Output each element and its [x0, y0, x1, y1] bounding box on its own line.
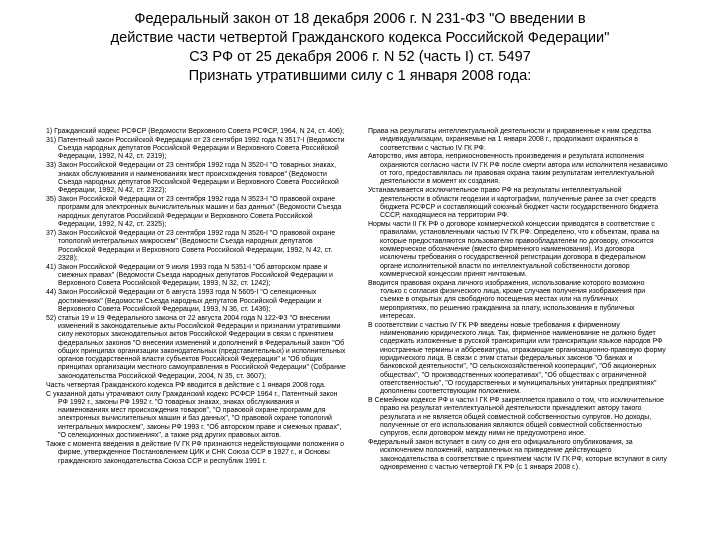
left-paragraph: 52) статьи 19 и 19 Федерального закона от 22 августа 2004 года N 122-ФЗ "О внесении изменений в законодательные акты Российской Федерации и признании утратившими силу некоторых законодательных актов Российской Федерации в связи с принятием федеральных законов "О внесении изменений и дополнений в Федеральный закон "Об общих принципах организации законодательных (представительных) и исполнительных органов государственной власти субъектов Российской Федерации" и "Об общих принципах организации местного самоуправления в Российской Федерации" (Собрание законодательства Российской Федерации, 2004, N 35, ст. 3607);	[46, 314, 346, 380]
left-paragraph: Часть четвертая Гражданского кодекса РФ вводится в действие с 1 января 2008 года.	[46, 381, 326, 389]
left-column	[46, 128, 346, 466]
left-paragraph: С указанной даты утрачивают силу Гражданский кодекс РСФСР 1964 г., Патентный закон РФ 1992 г., законы РФ 1992 г. "О товарных знаках, знаках обслуживания и наименованиях мест происхождения товаров", "О правовой охране программ для электронных вычислительных машин и баз данных", "О правовой охране топологий интегральных микросхем", законы РФ 1993 г. "Об авторском праве и смежных правах", "О селекционных достижениях", а также ряд других правовых актов.	[46, 390, 342, 440]
right-paragraph: Авторство, имя автора, неприкосновенность произведения и результата исполнения охраняются согласно части IV ГК РФ после смерти автора или исполнителя независимо от того, предоставлялась ли правовая охрана таким результатам интеллектуальной деятельности в момент их создания.	[368, 153, 668, 186]
document-title	[10, 10, 710, 86]
right-paragraph: В соответствии с частью IV ГК РФ введены новые требования к фирменному наименованию юридического лица. Так, фирменное наименование не должно будет содержать изложенные в русской транскрипции или транскрипции языков народов РФ иностранные термины и аббревиатуры, отражающие организационно-правовую форму юридического лица. В связи с этим статьи федеральных законов "О банках и банковской деятельности", "О сельскохозяйственной кооперации", "Об акционерных обществах", "О производственных кооперативах", "Об обществах с ограниченной ответственностью", "О государственных и муниципальных унитарных предприятиях" дополнены соответствующим положением.	[368, 321, 666, 396]
left-paragraph: 44) Закон Российской Федерации от 6 августа 1993 года N 5605-I "О селекционных достижениях" (Ведомости Съезда народных депутатов Российской Федерации и Верховного Совета Российской Федерации, 1993, N 36, ст. 1436);	[46, 289, 322, 313]
right-paragraph: Устанавливается исключительное право РФ на результаты интеллектуальной деятельности в области геодезии и картографии, полученные ранее за счет средств бюджета РСФСР и составляющий союзный бюджет части государственного бюджета СССР, находящиеся на территории РФ.	[368, 187, 659, 220]
title-line-3: СЗ РФ от 25 декабря 2006 г. N 52 (часть I) ст. 5497	[189, 49, 531, 65]
left-paragraph: Также с момента введения в действие IV ГК РФ признаются недействующими положения о фирме, утвержденное Постановлением ЦИК и СНК Союза ССР в 1927 г., и Основы гражданского законодательства Союза ССР и республик 1991 г.	[46, 440, 345, 465]
left-paragraph: 31) Патентный закон Российской Федерации от 23 сентября 1992 года N 3517-I (Ведомости Съезда народных депутатов Российской Федерации и Верховного Совета Российской Федерации, 1992, N 42, ст. 2319);	[46, 136, 345, 161]
left-paragraph: 41) Закон Российской Федерации от 9 июля 1993 года N 5351-I "Об авторском праве и смежных правах" (Ведомости Съезда народных депутатов Российской Федерации и Верховного Совета Российской Федерации, 1993, N 32, ст. 1242);	[46, 263, 333, 288]
right-paragraph: В Семейном кодексе РФ и части I ГК РФ закрепляется правило о том, что исключительное право на результат интеллектуальной деятельности принадлежит автору такого результата и не является общей совместной собственностью супругов. Но доходы, полученные от его использования являются общей совместной собственностью супругов, если договором между ними не предусмотрено иное.	[368, 397, 664, 438]
left-paragraph: 37) Закон Российской Федерации от 23 сентября 1992 года N 3526-I "О правовой охране топологий интегральных микросхем" (Ведомости Съезда народных депутатов Российской Федерации и Верховного Совета Российской Федерации, 1992, N 42, ст. 2328);	[46, 229, 336, 262]
right-paragraph: Нормы части II ГК РФ о договоре коммерческой концессии приводятся в соответствие с правилами, установленными частью IV ГК РФ. Определено, что к объектам, права на которые предоставляются пользователю правообладателем по договору, относится коммерческое обозначение (вместо фирменного наименования). Из договора исключены требования о государственной регистрации договора в федеральном органе исполнительной власти по интеллектуальной собственности договор коммерческой концессии принят ничтожным.	[368, 221, 660, 278]
right-paragraph: Права на результаты интеллектуальной деятельности и приравненные к ним средства индивидуализации, охраняемые на 1 января 2008 г., продолжают охраняться в соответствии с частью IV ГК РФ.	[368, 128, 651, 152]
right-column	[368, 128, 668, 473]
right-paragraph: Вводится правовая охрана личного изображения, использование которого возможно только с согласия физического лица, кроме случаев получения изображения при съемке в открытых для свободного посещения местах или на публичных мероприятиях, по решению гражданина за плату, использования в публичных интересах.	[368, 279, 646, 320]
left-paragraph: 33) Закон Российской Федерации от 23 сентября 1992 года N 3520-I "О товарных знаках, знаках обслуживания и наименованиях мест происхождения товаров" (Ведомости Съезда народных депутатов Российской Федерации и Верховного Совета Российской Федерации, 1992, N 42, ст. 2322);	[46, 162, 339, 195]
title-line-4: Признать утратившими силу с 1 января 2008 года:	[188, 68, 532, 84]
left-paragraph: 1) Гражданский кодекс РСФСР (Ведомости Верховного Совета РСФСР, 1964, N 24, ст. 406);	[46, 128, 345, 135]
left-paragraph: 35) Закон Российской Федерации от 23 сентября 1992 года N 3523-I "О правовой охране программ для электронных вычислительных машин и баз данных" (Ведомости Съезда народных депутатов Российской Федерации и Верховного Совета Российской Федерации, 1992, N 42, ст. 2325);	[46, 196, 342, 229]
right-paragraph: Федеральный закон вступает в силу со дня его официального опубликования, за исключением положений, направленных на приведение действующего законодательства в соответствие с принятием части IV ГК РФ, которые вступают в силу одновременно с частью четвертой ГК РФ (с 1 января 2008 г.).	[368, 439, 667, 472]
title-line-2: действие части четвертой Гражданского кодекса Российской Федерации"	[110, 30, 610, 46]
title-line-1: Федеральный закон от 18 декабря 2006 г. N 231-ФЗ "О введении в	[134, 11, 586, 27]
